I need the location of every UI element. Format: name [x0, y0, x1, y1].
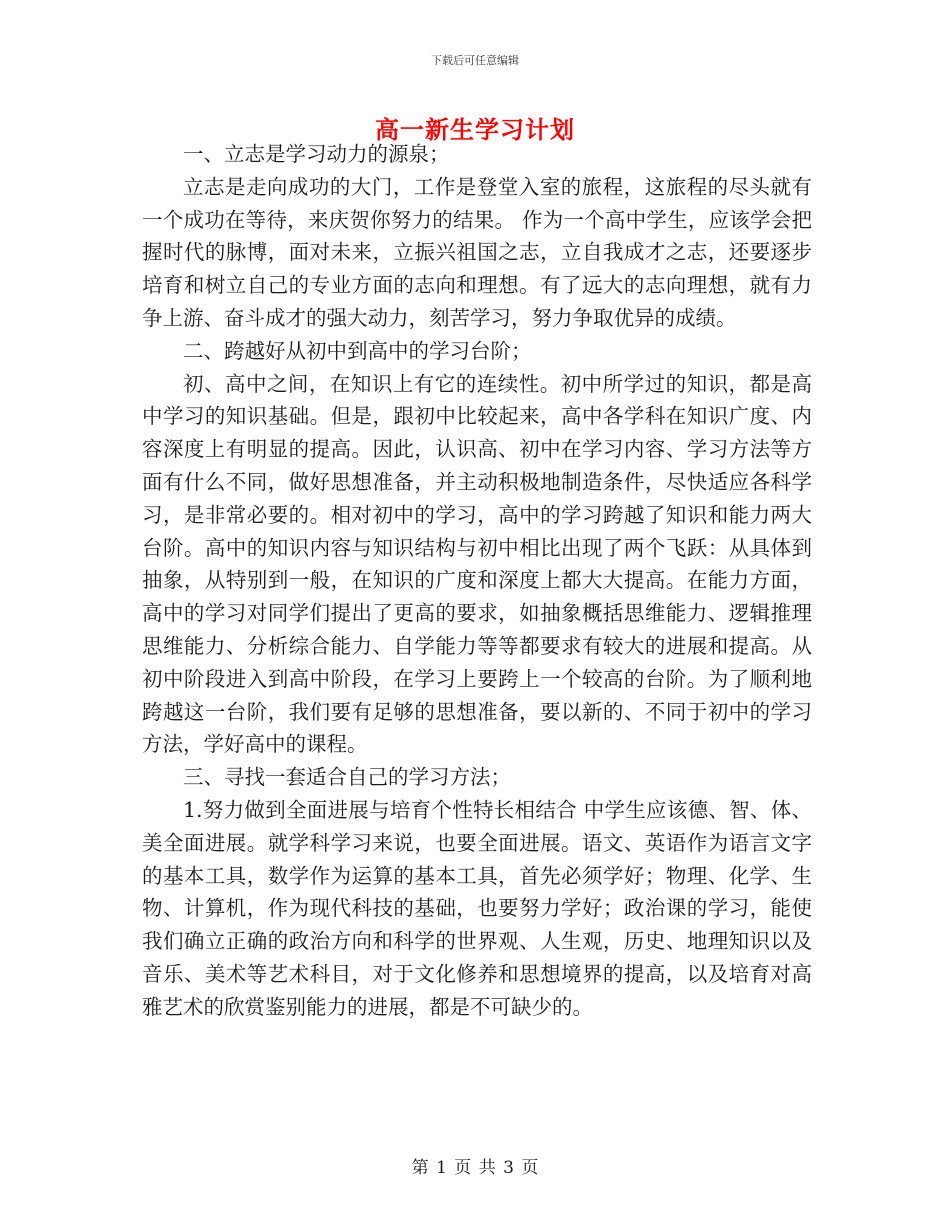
body-paragraph-1: 立志是走向成功的大门，工作是登堂入室的旅程，这旅程的尽头就有一个成功在等待，来庆贺你努力的结果。 作为一个高中学生，应该学会把握时代的脉博，面对未来，立振兴祖国之志，立自我成才之志，还要逐步培育和树立自己的专业方面的志向和理想。有了远大的志向理想，就有力争上游、奋斗成才的强大动力，刻苦学习，努力争取优异的成绩。	[142, 174, 812, 330]
section-heading-3: 三、寻找一套适合自己的学习方法；	[183, 765, 511, 790]
header-note: 下载后可任意编辑	[431, 54, 519, 67]
page-footer: 第 1 页 共 3 页	[411, 1158, 539, 1178]
document-title: 高一新生学习计划	[375, 115, 575, 144]
body-paragraph-2: 初、高中之间，在知识上有它的连续性。初中所学过的知识，都是高中学习的知识基础。但是，跟初中比较起来，高中各学科在知识广度、内容深度上有明显的提高。因此，认识高、初中在学习内容、学习方法等方面有什么不同，做好思想准备，并主动积极地制造条件，尽快适应各科学习，是非常必要的。相对初中的学习，高中的学习跨越了知识和能力两大台阶。高中的知识内容与知识结构与初中相比出现了两个飞跃：从具体到抽象，从特别到一般，在知识的广度和深度上都大大提高。在能力方面，高中的学习对同学们提出了更高的要求，如抽象概括思维能力、逻辑推理思维能力、分析综合能力、自学能力等等都要求有较大的进展和提高。从初中阶段进入到高中阶段，在学习上要跨上一个较高的台阶。为了顺利地跨越这一台阶，我们要有足够的思想准备，要以新的、不同于初中的学习方法，学好高中的课程。	[142, 371, 812, 757]
section-heading-1: 一、立志是学习动力的源泉；	[183, 142, 450, 166]
document-body	[142, 138, 812, 1024]
body-paragraph-3: 1.努力做到全面进展与培育个性特长相结合 中学生应该德、智、体、美全面进展。就学科学习来说，也要全面进展。语文、英语作为语言文字的基本工具，数学作为运算的基本工具，首先必须学好；物理、化学、生物、计算机，作为现代科技的基础，也要努力学好；政治课的学习，能使我们确立正确的政治方向和科学的世界观、人生观，历史、地理知识以及音乐、美术等艺术科目，对于文化修养和思想境界的提高，以及培育对高雅艺术的欣赏鉴别能力的进展，都是不可缺少的。	[142, 797, 812, 1019]
section-heading-2: 二、跨越好从初中到高中的学习台阶；	[183, 338, 532, 363]
